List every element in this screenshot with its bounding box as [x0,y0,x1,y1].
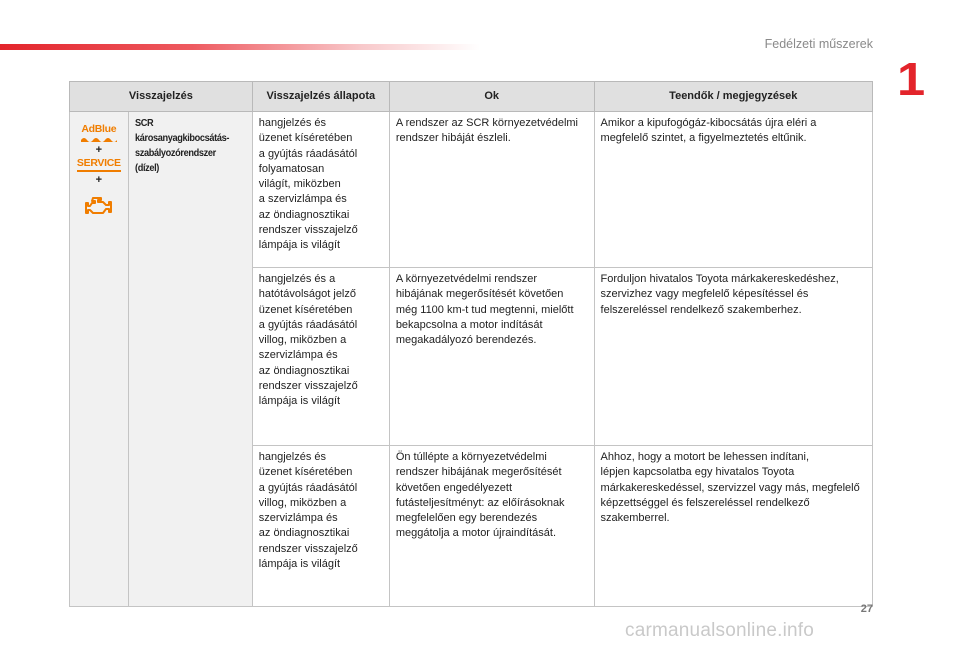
chapter-number: 1 [897,53,926,105]
indicator-name-cell [128,112,252,607]
section-title: Fedélzeti műszerek [764,37,873,51]
cause-cell: A rendszer az SCR környezetvédelmi rendszer hibáját észleli. [389,112,594,268]
action-cell: Forduljon hivatalos Toyota márkakereskedéshez, szervizhez vagy megfelelő képesítéssel és felszereléssel rendelkező szakemberhez. [594,268,872,446]
engine-icon [84,194,114,216]
service-icon: SERVICE [77,158,121,172]
cause-cell: Ön túllépte a környezetvédelmi rendszer hibájának megerősítését követően engedélyezett futásteljesítményt: az előírásoknak megfelelően egy berendezés meggátolja a motor újraindítását. [389,446,594,607]
warning-light-table [69,81,873,607]
cause-cell: A környezetvédelmi rendszer hibájának megerősítését követően még 1100 km-t tud megtenni, mielőtt bekapcsolna a motor indítását megakadályozó berendezés. [389,268,594,446]
column-header-cause: Ok [389,82,594,112]
state-cell: hangjelzés és üzenet kíséretében a gyújtás ráadásától folyamatosan világít, miközben a szervizlámpa és az öndiagnosztikai rendszer visszajelző lámpája is világít [252,112,389,268]
action-cell: Amikor a kipufogógáz-kibocsátás újra eléri a megfelelő szintet, a figyelmeztetés eltűnik. [594,112,872,268]
plus-sign: + [95,174,103,186]
column-header-indicator: Visszajelzés [70,82,253,112]
adblue-icon: AdBlue [81,123,117,135]
system-name: SCR károsanyagkibocsátás- szabályozórendszer (dízel) [134,118,229,174]
page-number: 27 [860,603,873,615]
header-accent-bar [0,44,480,50]
plus-sign: + [95,144,103,156]
state-cell: hangjelzés és üzenet kíséretében a gyújtás ráadásától villog, miközben a szervizlámpa és az öndiagnosztikai rendszer visszajelző lámpája is világít [252,446,389,607]
column-header-action: Teendők / megjegyzések [594,82,872,112]
watermark: carmanualsonline.info [625,620,815,641]
state-cell: hangjelzés és a hatótávolságot jelző üzenet kíséretében a gyújtás ráadásától villog, miközben a szervizlámpa és az öndiagnosztikai rendszer visszajelző lámpája is világít [252,268,389,446]
column-header-state: Visszajelzés állapota [252,82,389,112]
action-cell: Ahhoz, hogy a motort be lehessen indítani, lépjen kapcsolatba egy hivatalos Toyota márkakereskedéssel, szervizzel vagy más, megfelelő képzettséggel és felszereléssel rendelkező szakemberrel. [594,446,872,607]
table-row [70,112,873,268]
adblue-wave-icon [81,136,117,142]
table-header-row [70,82,873,112]
indicator-icons-cell [70,112,129,607]
